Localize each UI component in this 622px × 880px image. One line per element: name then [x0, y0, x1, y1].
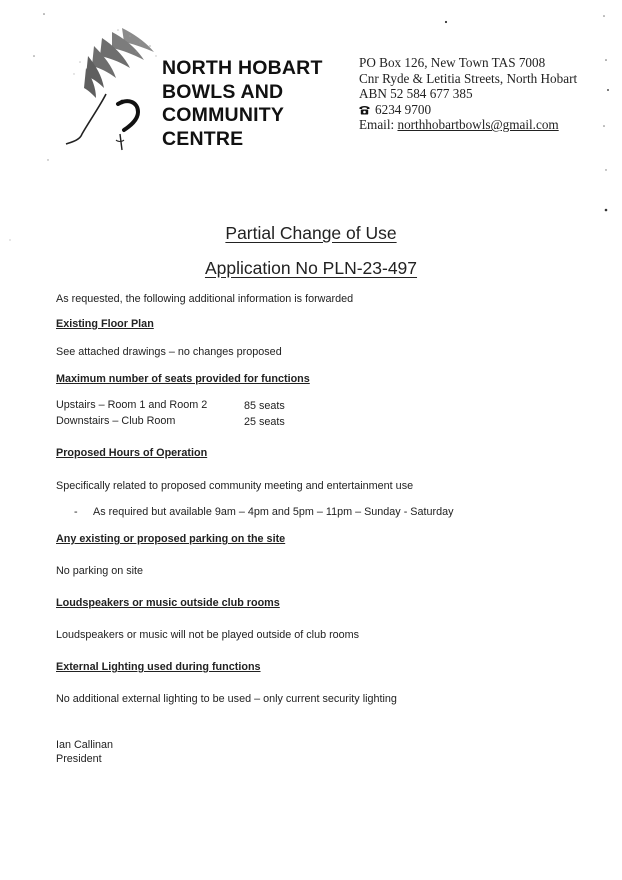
signatory-role: President [56, 753, 102, 765]
org-name-line: NORTH HOBART [162, 57, 323, 79]
email-line [359, 117, 577, 133]
club-logo [60, 22, 168, 152]
application-number: Application No PLN-23-497 [204, 258, 418, 278]
floor-plan-heading: Existing Floor Plan [56, 318, 154, 330]
hours-bullet: As required but available 9am – 4pm and 5pm – 11pm – Sunday - Saturday [93, 506, 454, 518]
parking-text: No parking on site [56, 565, 144, 577]
phone-line [359, 102, 577, 118]
hours-text: Specifically related to proposed community meeting and entertainment use [56, 480, 414, 492]
seats-row-value: 85 seats [244, 400, 285, 412]
loudspeakers-text: Loudspeakers or music will not be played outside of club rooms [56, 629, 360, 641]
floor-plan-text: See attached drawings – no changes proposed [56, 346, 282, 358]
email-label: Email: [359, 117, 398, 133]
phone-number: 6234 9700 [375, 101, 432, 117]
seats-heading: Maximum number of seats provided for functions [56, 373, 310, 385]
organisation-name [162, 57, 342, 151]
org-name-line: COMMUNITY [162, 104, 285, 126]
loudspeakers-heading: Loudspeakers or music outside club rooms [56, 597, 280, 609]
seats-row-location: Upstairs – Room 1 and Room 2 [56, 399, 208, 411]
seats-row-value: 25 seats [244, 416, 285, 428]
intro-text: As requested, the following additional information is forwarded [56, 293, 354, 305]
street-address: Cnr Ryde & Letitia Streets, North Hobart [359, 70, 578, 86]
lighting-text: No additional external lighting to be used – only current security lighting [56, 693, 397, 705]
contact-block [359, 55, 577, 133]
org-name-line: CENTRE [162, 127, 244, 150]
abn: ABN 52 584 677 385 [359, 86, 473, 102]
po-box: PO Box 126, New Town TAS 7008 [359, 55, 546, 70]
signatory-name: Ian Callinan [56, 739, 114, 751]
lighting-heading: External Lighting used during functions [56, 661, 261, 673]
document-title: Partial Change of Use [225, 223, 397, 243]
org-name-line: BOWLS AND [162, 80, 284, 103]
hours-heading: Proposed Hours of Operation [56, 447, 208, 459]
seats-row-location: Downstairs – Club Room [56, 415, 176, 427]
parking-heading: Any existing or proposed parking on the site [56, 533, 286, 545]
email-link[interactable]: northhobartbowls@gmail.com [397, 117, 559, 133]
telephone-icon [359, 105, 370, 115]
bullet-marker: - [74, 506, 78, 518]
